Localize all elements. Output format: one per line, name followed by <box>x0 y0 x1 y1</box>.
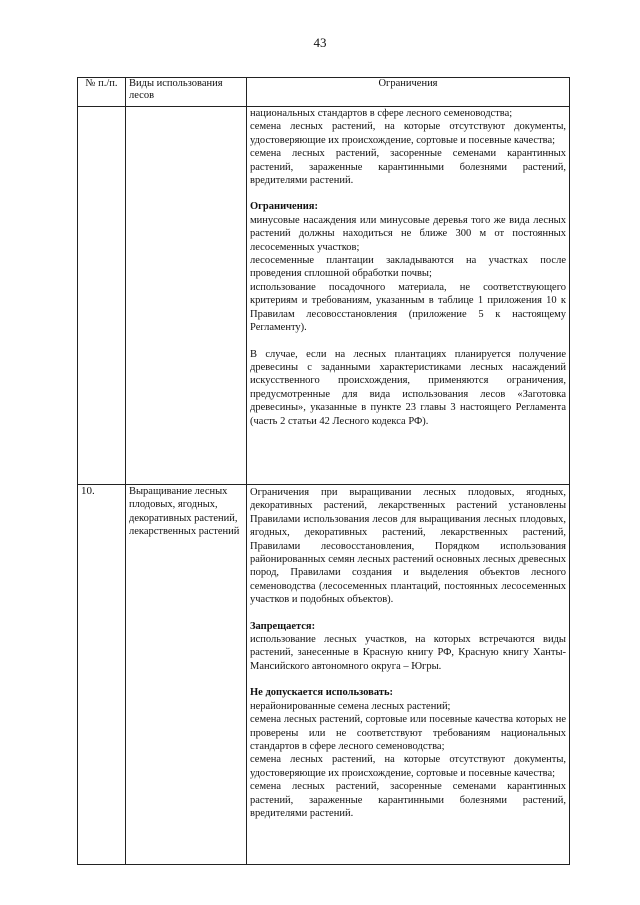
text-line: нерайонированные семена лесных растений; <box>250 700 451 712</box>
row-number: 10. <box>78 485 126 865</box>
table-row <box>78 107 570 485</box>
text-line: семена лесных растений, на которые отсутствуют документы, удостоверяющие их происхождение, сортовые и посевные качества; <box>250 121 566 146</box>
row-restrictions <box>247 107 570 485</box>
text-line: семена лесных растений, засоренные семенами карантинных растений, зараженные карантинными болезнями растений, вредителями растений. <box>250 781 566 819</box>
text-line: семена лесных растений, засоренные семенами карантинных растений, зараженные карантинными болезнями растений, вредителями растений. <box>250 148 566 187</box>
header-restrictions: Ограничения <box>247 78 570 107</box>
final-paragraph: В случае, если на лесных плантациях планируется получение древесины с заданными характеристиками лесных насаждений искусственного происхождения, применяются ограничения, предусмотренные для вида использования лесов «Заготовка древесины», указанные в пункте 23 главы 3 настоящего Регламента (часть 2 статьи 42 Лесного кодекса РФ). <box>250 348 566 427</box>
restrictions-heading: Ограничения: <box>250 201 318 213</box>
prohibited-text: использование лесных участков, на которых встречаются виды растений, занесенные в Красную книгу РФ, Красную книгу Ханты-Мансийского автономного округа – Югры. <box>250 634 566 672</box>
prohibited-heading: Запрещается: <box>250 620 316 632</box>
row-usage-type: Выращивание лесных плодовых, ягодных, декоративных растений, лекарственных растений <box>126 485 247 865</box>
text-line: лесосеменные плантации закладываются на участках после проведения сплошной обработки почвы; <box>250 255 566 280</box>
text-line: семена лесных растений, на которые отсутствуют документы, удостоверяющие их происхождение, сортовые и посевные качества; <box>250 754 566 779</box>
not-allowed-heading: Не допускается использовать: <box>250 687 394 699</box>
text-line: минусовые насаждения или минусовые деревья того же вида лесных растений должны находиться не ближе 300 м от постоянных лесосеменных участков; <box>250 214 566 253</box>
header-usage-type: Виды использования лесов <box>126 78 247 107</box>
text-line: национальных стандартов в сфере лесного семеноводства; <box>250 108 513 119</box>
row-restrictions <box>247 485 570 865</box>
restrictions-table <box>77 77 570 865</box>
row-number <box>78 107 126 485</box>
header-number: № п./п. <box>78 78 126 107</box>
table-header-row <box>78 78 570 107</box>
row-usage-type <box>126 107 247 485</box>
table-row <box>78 485 570 865</box>
text-line: использование посадочного материала, не соответствующего критериям и требованиям, указанным в таблице 1 приложения 10 к Правилам лесовосстановления (приложение 5 к настоящему Регламенту). <box>250 281 566 334</box>
text-line: семена лесных растений, сортовые или посевные качества которых не проверены или не соответствуют требованиям национальных стандартов в сфере лесного семеноводства; <box>250 714 566 752</box>
intro-paragraph: Ограничения при выращивании лесных плодовых, ягодных, декоративных растений, лекарственных растений установлены Правилами использования лесов для выращивания лесных плодовых, ягодных, декоративных растений, лекарственных растений, Правилами лесовосстановления, Порядком использования районированных семян лесных растений основных лесных древесных пород, Правилами создания и выделения объектов лесного семеноводства (лесосеменных плантаций, постоянных лесосеменных участков и подобных объектов). <box>250 487 566 606</box>
page-number: 43 <box>313 35 327 50</box>
